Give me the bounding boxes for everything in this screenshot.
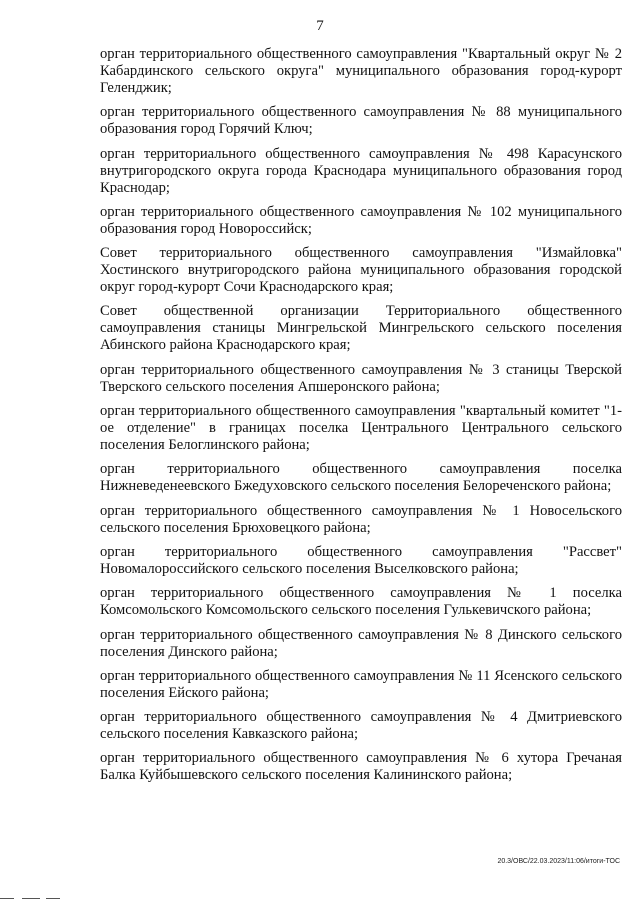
paragraph: орган территориального общественного самоуправления № 4 Дмитриевского сельского поселения Кавказского района; (100, 709, 622, 743)
paragraph: орган территориального общественного самоуправления "Квартальный округ № 2 Кабардинского сельского округа" муниципального образования город-курорт Геленджик; (100, 46, 622, 96)
page-number: 7 (316, 18, 324, 34)
paragraph: орган территориального общественного самоуправления № 498 Карасунского внутригородского округа города Краснодара муниципального образования город Краснодар; (100, 145, 622, 196)
document-body (100, 46, 622, 792)
paragraph: орган территориального общественного самоуправления № 3 станицы Тверской Тверского сельского поселения Апшеронского района; (100, 361, 622, 395)
paragraph: орган территориального общественного самоуправления № 8 Динского сельского поселения Динского района; (100, 626, 622, 660)
paragraph: орган территориального общественного самоуправления № 11 Ясенского сельского поселения Ейского района; (100, 667, 622, 701)
paragraph: Совет территориального общественного самоуправления "Измайловка" Хостинского внутригородского района муниципального образования городской округ город-курорт Сочи Краснодарского края; (100, 245, 622, 296)
scan-edge-mark (22, 898, 40, 899)
paragraph: Совет общественной организации Территориального общественного самоуправления станицы Мингрельской Мингрельского сельского поселения Абинского района Краснодарского края; (100, 303, 622, 354)
paragraph: орган территориального общественного самоуправления "Рассвет" Новомалороссийского сельского поселения Выселковского района; (100, 543, 622, 577)
paragraph: орган территориального общественного самоуправления поселка Нижневеденеевского Бжедуховского сельского поселения Белореченского района; (100, 461, 622, 495)
scan-edge-mark (46, 898, 60, 899)
paragraph: орган территориального общественного самоуправления № 6 хутора Гречаная Балка Куйбышевского сельского поселения Калининского района; (100, 750, 622, 784)
paragraph: орган территориального общественного самоуправления № 102 муниципального образования город Новороссийск; (100, 203, 622, 237)
paragraph: орган территориального общественного самоуправления № 1 Новосельского сельского поселения Брюховецкого района; (100, 502, 622, 536)
paragraph: орган территориального общественного самоуправления "квартальный комитет "1-ое отделение" в границах поселка Центрального Центрального сельского поселения Белоглинского района; (100, 403, 622, 454)
paragraph: орган территориального общественного самоуправления № 88 муниципального образования город Горячий Ключ; (100, 104, 622, 138)
paragraph: орган территориального общественного самоуправления № 1 поселка Комсомольского Комсомольского сельского поселения Гулькевичского района; (100, 585, 622, 619)
document-footer-code: 20.3/ОВС/22.03.2023/11:06/итоги-ТОС (497, 858, 620, 865)
scan-edge-mark (0, 898, 14, 899)
